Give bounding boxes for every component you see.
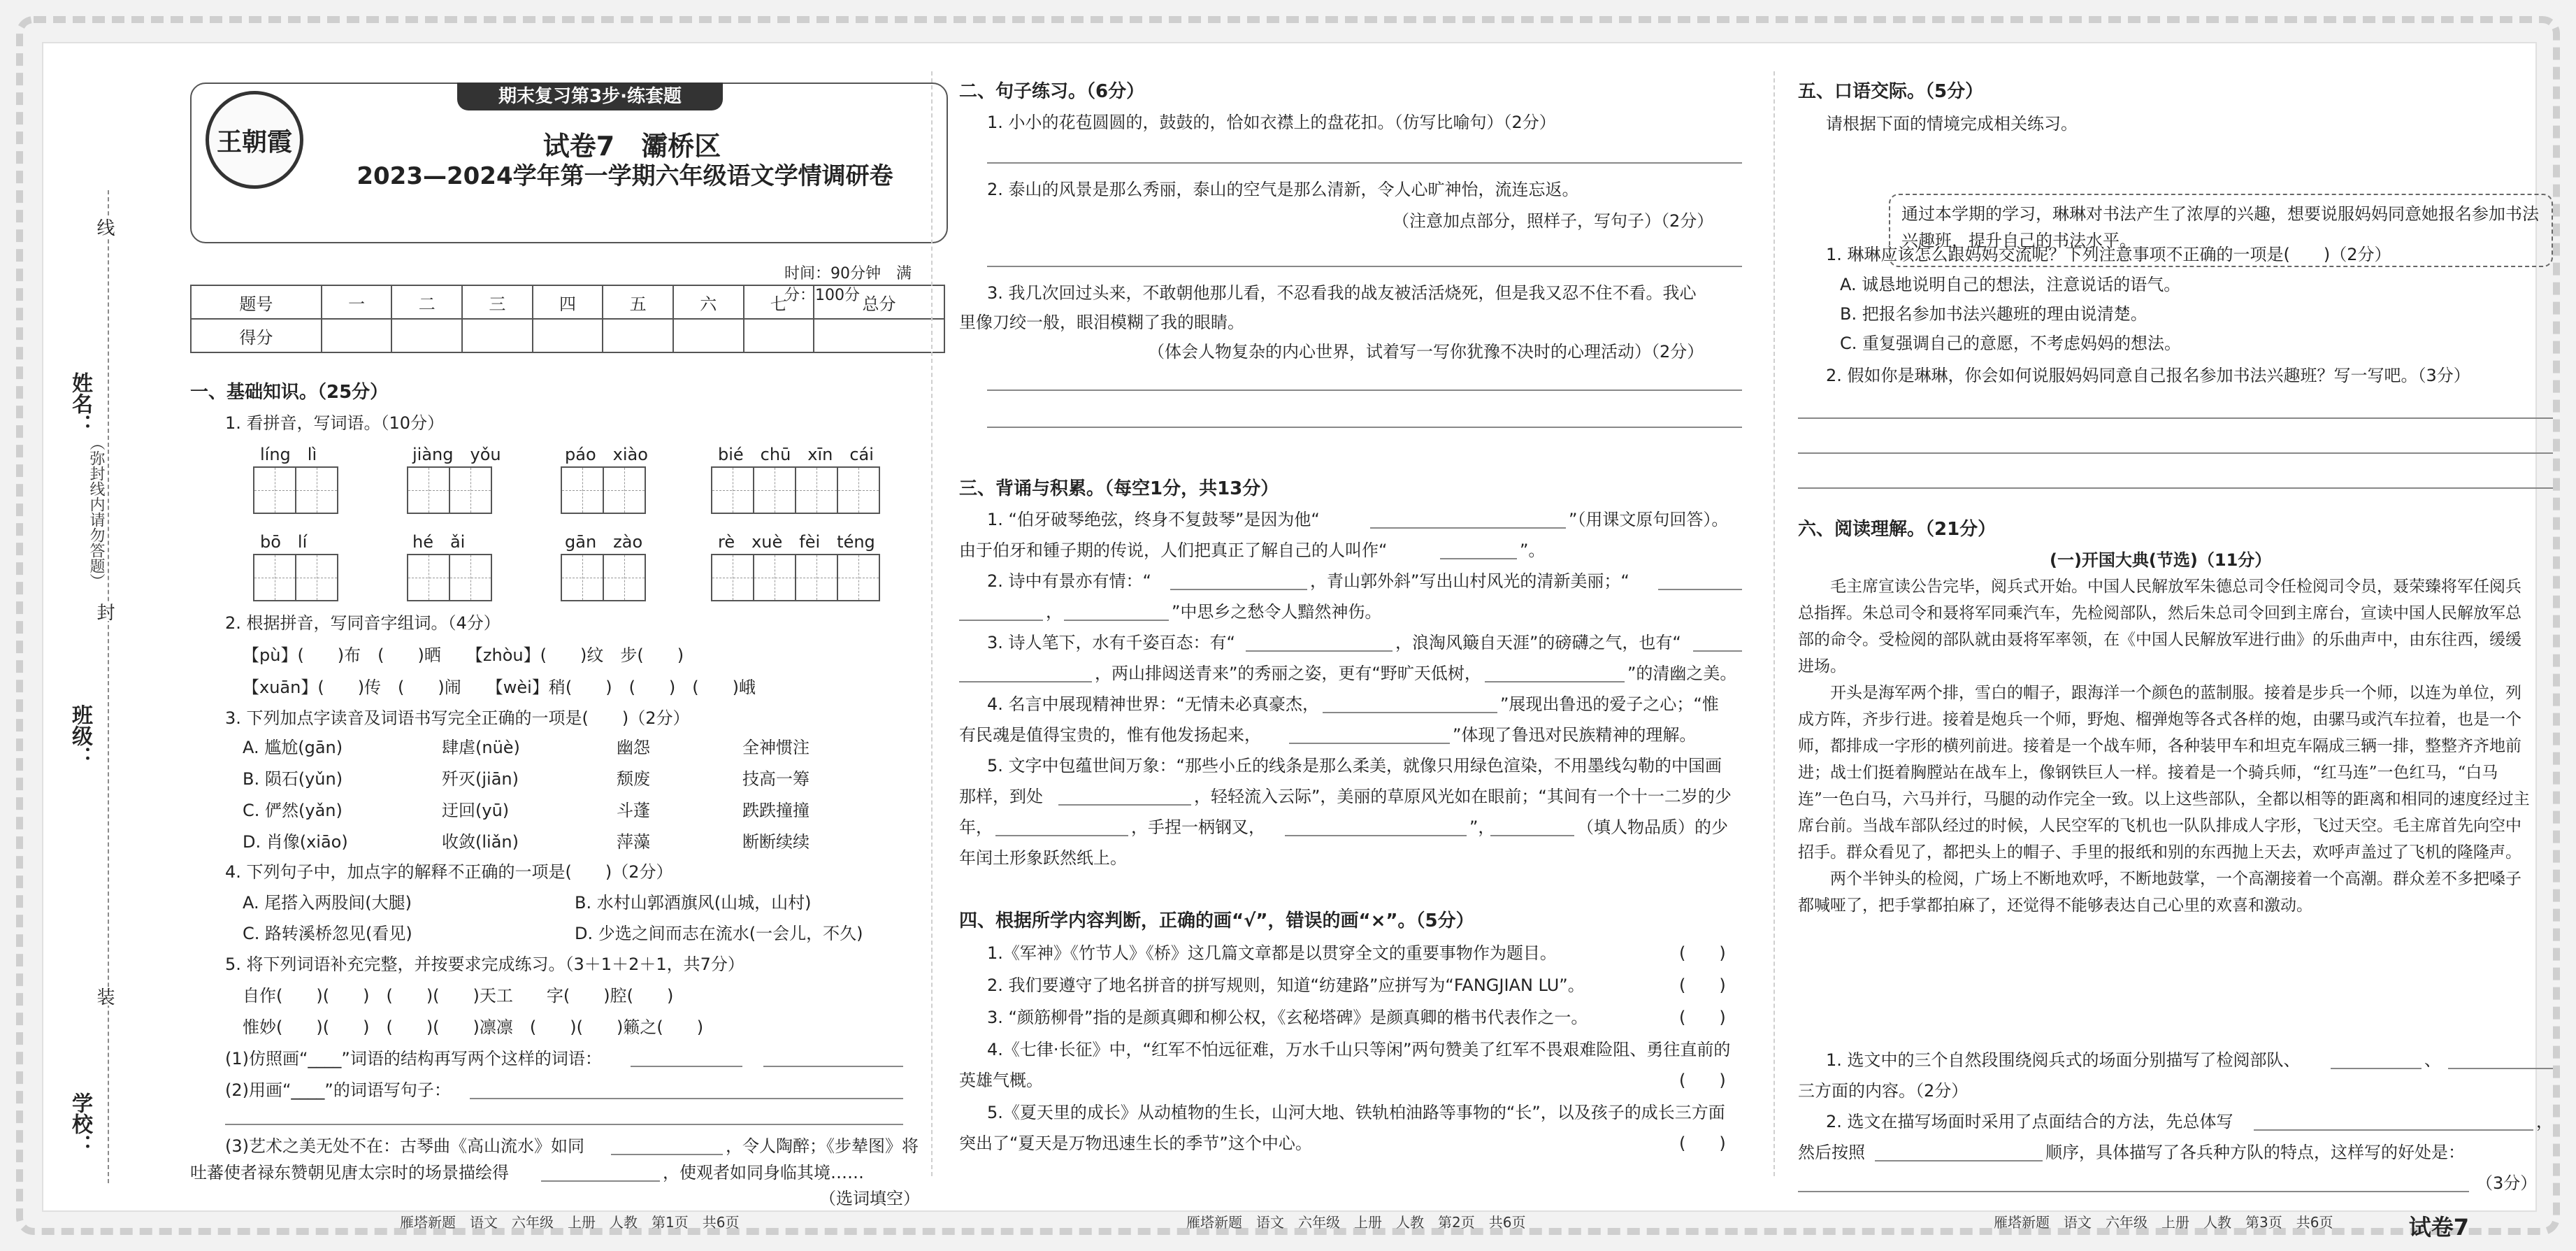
exam-title: 试卷7 灞桥区 [542, 131, 721, 162]
part6-q2c: 然后按照 [1798, 1143, 1865, 1162]
answer-line[interactable] [987, 162, 1742, 164]
score-head: 五 [603, 285, 673, 319]
part6-q1a: 1. 选文中的三个自然段围绕阅兵式的场面分别描写了检阅部队、 [1826, 1050, 2301, 1070]
part3-q2b: ，青山郭外斜”写出山村风光的清新美丽；“ [1310, 571, 1629, 591]
answer-line[interactable] [541, 1180, 660, 1182]
part5-heading: 五、口语交际。（5分） [1798, 81, 1984, 102]
part3-q5g: （填人物品质）的少 [1577, 817, 1728, 837]
part3-q3b: ，浪淘风簸自天涯”的磅礴之气，也有“ [1395, 633, 1681, 652]
part1-q5-3c: 吐蕃使者禄东赞朝见唐太宗时的场景描绘得 [190, 1163, 509, 1182]
score-cell[interactable] [673, 319, 744, 352]
part1-q5: 5. 将下列词语补充完整，并按要求完成练习。（3＋1＋2＋1，共7分） [225, 955, 744, 974]
char-grid[interactable] [253, 466, 337, 514]
answer-line[interactable] [763, 1066, 903, 1067]
part6-q2-score: （3分） [2476, 1173, 2538, 1193]
answer-line[interactable] [1693, 650, 1742, 652]
part5-q1-option: C. 重复强调自己的意愿，不考虑妈妈的想法。 [1840, 334, 2182, 353]
part3-q3a: 3. 诗人笔下，水有千姿百态：有“ [987, 633, 1235, 652]
part3-q5h: 年闰土形象跃然纸上。 [959, 848, 1127, 868]
answer-line[interactable] [2331, 1068, 2422, 1069]
class-label: 班级： [68, 704, 92, 767]
score-row [191, 319, 944, 352]
part4-heading: 四、根据所学内容判断，正确的画“√”，错误的画“×”。（5分） [959, 910, 1474, 931]
answer-line[interactable] [1798, 452, 2553, 454]
char-grid[interactable] [561, 554, 645, 601]
time-info: 时间：90分钟 满分：100分 [784, 265, 912, 304]
passage-paragraph: 开头是海军两个排，雪白的帽子，跟海洋一个颜色的蓝制服。接着是步兵一个师，以连为单位，列成方阵，齐步行进。接着是炮兵一个师，野炮、榴弹炮等各式各样的炮，由骡马或汽车拉着，也是一个师，都排成一字形的横列前进。接着是一个战车师，各种装甲车和坦克车隔成三辆一排，整整齐齐地前进；战士们挺着胸膛站在战车上，像钢铁巨人一样。接着是一个骑兵师，“红马连”一色红马，“白马连”一色白马，六马并行，马腿的动作完全一致。以上这些部队，全都以相等的距离和相同的速度经过主席台前。当战车部队经过的时候，人民空军的飞机也一队队排成人字形，飞过天空。毛主席首先向空中招手。群众看见了，都把头上的帽子、手里的报纸和别的东西抛上天去，欢呼声盖过了飞机的隆隆声。 [1798, 684, 2530, 862]
part2-heading: 二、句子练习。（6分） [959, 81, 1145, 102]
score-head: 总分 [814, 285, 944, 319]
passage-paragraph: 两个半钟头的检阅，广场上不断地欢呼，不断地鼓掌，一个高潮接着一个高潮。群众差不多把嗓子都喊哑了，把手掌都拍麻了，还觉得不能够表达自己心里的欢喜和激动。 [1798, 870, 2521, 915]
exam-sheet [42, 42, 2553, 1241]
seal-tag-seal: 封 [98, 603, 117, 621]
part3-q4c: 有民魂是值得宝贵的，惟有他发扬起来， [959, 725, 1261, 745]
judge-paren[interactable]: ( ) [1679, 943, 1726, 963]
seal-sidebar [43, 43, 127, 1210]
answer-line[interactable] [1875, 1160, 2043, 1161]
q3-option: 断断续续 [742, 832, 810, 852]
score-head: 七 [744, 285, 814, 319]
char-grid[interactable] [561, 466, 645, 514]
q4-option: C. 路转溪桥忽见(看见) [243, 924, 412, 943]
char-grid[interactable] [711, 554, 879, 601]
review-banner: 期末复习第3步·练套题 [457, 83, 723, 110]
answer-line[interactable] [959, 681, 1092, 682]
seal-line [108, 190, 109, 1183]
pinyin: hé ǎi [412, 532, 466, 552]
part3-q4b: ”展现出鲁迅的爱子之心；“惟 [1500, 694, 1719, 714]
part3-q4a: 4. 名言中展现精神世界：“无情未必真豪杰， [987, 694, 1319, 714]
part6-heading: 六、阅读理解。（21分） [1798, 519, 1996, 540]
part3-q1b: ”（用课文原句回答）。 [1569, 510, 1729, 529]
passage [1798, 573, 2532, 919]
column-1 [148, 43, 920, 1231]
part3-heading: 三、背诵与积累。（每空1分，共13分） [959, 478, 1279, 499]
part6-q2a: 2. 选文在描写场面时采用了点面结合的方法，先总体写 [1826, 1112, 2233, 1131]
judge-item-cont: 突出了“夏天是万物迅速生长的季节”这个中心。 [959, 1134, 1312, 1153]
judge-item-cont: 英雄气概。 [959, 1071, 1043, 1090]
score-cell[interactable] [814, 319, 944, 352]
q3-option: C. 俨然(yǎn) [243, 801, 343, 820]
answer-line[interactable] [611, 1154, 723, 1155]
q3-option: 萍藻 [617, 832, 650, 852]
seal-notice: （弥封线内请勿答题） [87, 435, 105, 589]
pinyin: jiàng yǒu [412, 445, 501, 464]
answer-line[interactable] [1064, 620, 1169, 621]
answer-line[interactable] [1798, 487, 2553, 489]
column-divider [931, 71, 933, 1176]
part1-q5-3-hint: （选词填空） [819, 1189, 920, 1208]
q4-option: D. 少选之间而志在流水(一会儿，不久) [575, 924, 863, 943]
part6-q1b: 、 [2424, 1050, 2441, 1070]
q3-option: 肆虐(nüè) [442, 738, 520, 757]
q3-option: 收敛(liǎn) [442, 832, 519, 852]
answer-line[interactable] [470, 1098, 903, 1099]
answer-line[interactable] [1289, 743, 1450, 744]
q4-option: A. 尾搭入两股间(大腿) [243, 893, 412, 913]
exam-header [190, 83, 948, 243]
part1-q3: 3. 下列加点字读音及词语书写完全正确的一项是( )（2分） [225, 708, 690, 728]
score-head: 四 [533, 285, 603, 319]
score-cell[interactable] [322, 319, 392, 352]
scenario-box: 通过本学期的学习，琳琳对书法产生了浓厚的兴趣，想要说服妈妈同意她报名参加书法兴趣班，提升自己的书法水平。 [1889, 194, 2553, 267]
score-cell[interactable] [603, 319, 673, 352]
q4-option: B. 水村山郭酒旗风(山城，山村) [575, 893, 812, 913]
answer-line[interactable] [1058, 804, 1191, 806]
part1-q2: 2. 根据拼音，写同音字组词。（4分） [225, 613, 501, 633]
answer-line[interactable] [1485, 681, 1625, 682]
seal-tag-line: 线 [98, 218, 117, 236]
part1-q5-1: (1)仿照画“____”词语的结构再写两个这样的词语： [225, 1049, 602, 1068]
part1-q5-3d: ，使观者如同身临其境…… [663, 1163, 864, 1182]
answer-line[interactable] [987, 389, 1742, 391]
q3-option: 迂回(yū) [442, 801, 510, 820]
q3-option: 跌跌撞撞 [742, 801, 810, 820]
q3-option: A. 尴尬(gān) [243, 738, 343, 757]
part1-q2-line2: 【xuān】( )传 ( )闹 【wèi】稍( ) ( ) ( )峨 [243, 678, 756, 697]
score-head: 六 [673, 285, 744, 319]
name-label: 姓名： [68, 372, 92, 435]
pinyin: líng lì [260, 445, 317, 464]
part1-q5-line2: 惟妙( )( ) ( )( )凛凛 ( )( )籁之( ) [243, 1017, 704, 1037]
seal-tag-bind: 装 [98, 987, 117, 1006]
score-cell[interactable] [744, 319, 814, 352]
score-head: 一 [322, 285, 392, 319]
school-label: 学校： [68, 1092, 92, 1155]
exam-subtitle: 2023—2024学年第一学期六年级语文学情调研卷 [357, 162, 893, 190]
answer-line[interactable] [2254, 1129, 2533, 1131]
part1-q1: 1. 看拼音，写词语。（10分） [225, 413, 445, 433]
part5-q2: 2. 假如你是琳琳，你会如何说服妈妈同意自己报名参加书法兴趣班？写一写吧。（3分） [1826, 366, 2470, 385]
page-footer-1: 雁塔新题 语文 六年级 上册 人教 第1页 共6页 [400, 1214, 740, 1231]
score-cell[interactable] [533, 319, 603, 352]
part3-q2d: ”中思乡之愁令人黯然神伤。 [1172, 602, 1382, 622]
answer-line[interactable] [987, 266, 1742, 267]
answer-line[interactable] [1798, 417, 2553, 419]
answer-line[interactable] [995, 835, 1128, 836]
part1-q5-3a: (3)艺术之美无处不在：古琴曲《高山流水》如同 [225, 1136, 584, 1156]
answer-line[interactable] [225, 1124, 903, 1125]
score-table [190, 285, 945, 353]
answer-line[interactable] [987, 427, 1742, 428]
judge-paren[interactable]: ( ) [1679, 1008, 1726, 1027]
part3-q5d: 年， [959, 817, 993, 837]
answer-line[interactable] [1323, 712, 1497, 713]
part3-q5f: ”， [1469, 817, 1495, 837]
q3-option: 技高一筹 [742, 769, 810, 789]
answer-line[interactable] [1285, 835, 1467, 836]
pinyin: rè xuè fèi téng [718, 532, 875, 552]
answer-line[interactable] [2448, 1068, 2553, 1069]
score-row-label: 得分 [191, 319, 322, 352]
part3-q2c: ， [1046, 602, 1063, 622]
part3-q1d: ”。 [1520, 541, 1546, 560]
part3-q2a: 2. 诗中有景亦有情：“ [987, 571, 1151, 591]
part6-q2b: ， [2536, 1112, 2553, 1131]
q3-option: 歼灭(jiān) [442, 769, 519, 789]
part2-q3-hint: （体会人物复杂的内心世界，试着写一写你犹豫不决时的心理活动）（2分） [1148, 342, 1704, 362]
page-footer-2: 雁塔新题 语文 六年级 上册 人教 第2页 共6页 [1186, 1214, 1526, 1231]
answer-line[interactable] [1658, 589, 1742, 590]
char-grid[interactable] [711, 466, 879, 514]
char-grid[interactable] [407, 466, 491, 514]
passage-title: (一)开国大典(节选)（11分） [2050, 550, 2272, 570]
judge-item: 4.《七律·长征》中，“红军不怕远征难，万水千山只等闲”两句赞美了红军不畏艰难险阻、勇往直前的 [987, 1040, 1731, 1059]
score-cell[interactable] [391, 319, 462, 352]
q3-option: 幽怨 [617, 738, 650, 757]
q3-option: 斗蓬 [617, 801, 650, 820]
page-footer-3: 雁塔新题 语文 六年级 上册 人教 第3页 共6页 [1994, 1214, 2333, 1231]
q3-option: B. 陨石(yǔn) [243, 769, 343, 789]
part6-q1c: 三方面的内容。（2分） [1798, 1081, 1969, 1101]
score-head: 题号 [191, 285, 322, 319]
score-cell[interactable] [462, 319, 533, 352]
part1-heading: 一、基础知识。（25分） [190, 382, 389, 403]
judge-item: 1.《军神》《竹节人》《桥》这几篇文章都是以贯穿全文的重要事物作为题目。 [987, 943, 1557, 963]
column-divider [1773, 71, 1775, 1176]
column-2 [959, 43, 1763, 1231]
part2-q3b: 里像刀绞一般，眼泪模糊了我的眼睛。 [959, 313, 1244, 332]
judge-item: 5.《夏天里的成长》从动植物的生长，山河大地、铁轨柏油路等事物的“长”，以及孩子的成长三方面 [987, 1103, 1725, 1122]
part3-q5a: 5. 文字中包蕴世间万象：“那些小丘的线条是那么柔美，就像只用绿色渲染，不用墨线勾勒的中国画 [987, 756, 1722, 775]
part3-q5b: 那样，到处 [959, 787, 1043, 806]
part2-q2: 2. 泰山的风景是那么秀丽，泰山的空气是那么清新，令人心旷神怡，流连忘返。 [987, 180, 1579, 199]
part5-q1-option: A. 诚恳地说明自己的想法，注意说话的语气。 [1840, 275, 2181, 294]
answer-line[interactable] [1490, 835, 1574, 836]
part1-q4: 4. 下列句子中，加点字的解释不正确的一项是( )（2分） [225, 862, 673, 882]
char-grid[interactable] [253, 554, 337, 601]
exam-number: 试卷7 [2408, 1214, 2469, 1241]
part1-q5-2: (2)用画“____”的词语写句子： [225, 1080, 451, 1100]
answer-line[interactable] [959, 620, 1043, 621]
part2-q1: 1. 小小的花苞圆圆的，鼓鼓的，恰如衣襟上的盘花扣。（仿写比喻句）（2分） [987, 113, 1556, 132]
score-header-row [191, 285, 944, 319]
passage-paragraph: 毛主席宣读公告完毕，阅兵式开始。中国人民解放军朱德总司令任检阅司令员，聂荣臻将军任阅兵总指挥。朱总司令和聂将军同乘汽车，先检阅部队，然后朱总司令回到主席台，宣读中国人民解放军总部的命令。受检阅的部队就由聂将军率领，在《中国人民解放军进行曲》的乐曲声中，由东往西，缓缓进场。 [1798, 578, 2521, 675]
q3-option: D. 肖像(xiāo) [243, 832, 348, 852]
q3-option: 全神惯注 [742, 738, 810, 757]
answer-line[interactable] [1370, 527, 1566, 529]
answer-line[interactable] [1246, 650, 1393, 652]
pinyin: páo xiào [565, 445, 648, 464]
judge-paren[interactable]: ( ) [1679, 1071, 1726, 1090]
judge-item: 3. “颜筋柳骨”指的是颜真卿和柳公权，《玄秘塔碑》是颜真卿的楷书代表作之一。 [987, 1008, 1588, 1027]
pinyin: bō lí [260, 532, 308, 552]
part5-intro: 请根据下面的情境完成相关练习。 [1826, 114, 2078, 134]
part5-q1-option: B. 把报名参加书法兴趣班的理由说清楚。 [1840, 304, 2147, 324]
part3-q4d: ”体现了鲁迅对民族精神的理解。 [1453, 725, 1697, 745]
part3-q3d: ”的清幽之美。 [1627, 664, 1737, 683]
judge-item: 2. 我们要遵守了地名拼音的拼写规则，知道“纺建路”应拼写为“FANGJIAN LU”。 [987, 975, 1585, 995]
part2-q3a: 3. 我几次回过头来，不敢朝他那儿看，不忍看我的战友被活活烧死，但是我又忍不住不看。我心 [987, 283, 1697, 303]
part3-q3c: ，两山排闼送青来”的秀丽之姿，更有“野旷天低树， [1095, 664, 1481, 683]
part1-q5-3b: ，令人陶醉；《步辇图》将 [726, 1136, 919, 1156]
answer-line[interactable] [1170, 589, 1307, 590]
part3-q5e: ，手捏一柄钢叉， [1131, 817, 1265, 837]
score-head: 二 [391, 285, 462, 319]
char-grid[interactable] [407, 554, 491, 601]
q3-option: 颓废 [617, 769, 650, 789]
answer-line[interactable] [1440, 558, 1517, 559]
part1-q5-line1: 自作( )( ) ( )( )天工 字( )腔( ) [243, 986, 674, 1006]
part1-q2-line1: 【pù】( )布 ( )晒 【zhòu】( )纹 步( ) [243, 645, 684, 665]
answer-line[interactable] [1798, 1191, 2469, 1192]
part3-q1a: 1. “伯牙破琴绝弦，终身不复鼓琴”是因为他“ [987, 510, 1320, 529]
pinyin: gān zào [565, 532, 643, 552]
part6-q2d: 顺序，具体描写了各兵种方队的特点，这样写的好处是： [2045, 1143, 2465, 1162]
answer-line[interactable] [631, 1066, 742, 1067]
part3-q5c: ，轻轻流入云际”，美丽的草原风光如在眼前；“其间有一个十一二岁的少 [1194, 787, 1732, 806]
judge-paren[interactable]: ( ) [1679, 975, 1726, 995]
part3-q1c: 由于伯牙和锺子期的传说，人们把真正了解自己的人叫作“ [959, 541, 1388, 560]
score-head: 三 [462, 285, 533, 319]
part5-q1: 1. 琳琳应该怎么跟妈妈交流呢？下列注意事项不正确的一项是( )（2分） [1826, 245, 2391, 264]
brand-logo: 王朝霞 [206, 91, 303, 189]
part2-q2-hint: （注意加点部分，照样子，写句子）（2分） [1393, 211, 1714, 231]
judge-paren[interactable]: ( ) [1679, 1134, 1726, 1153]
pinyin: bié chū xīn cái [718, 445, 874, 464]
